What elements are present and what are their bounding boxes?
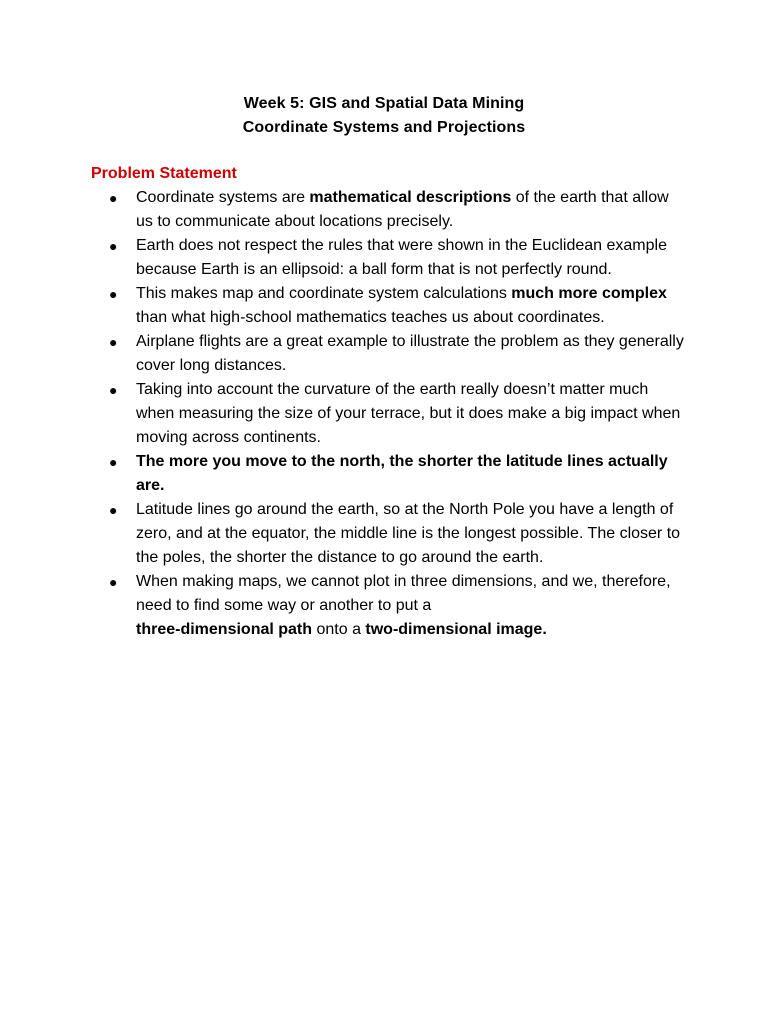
bullet-icon: ● <box>109 502 118 518</box>
bullet-item <box>109 186 689 234</box>
bullet-item <box>109 330 689 378</box>
text-run: Airplane flights are a great example to illustrate the problem as they generally cover long distances. <box>136 333 684 374</box>
bullet-item <box>109 450 689 498</box>
title-line-1: Week 5: GIS and Spatial Data Mining <box>243 95 525 112</box>
bullet-icon: ● <box>109 334 118 350</box>
text-run: When making maps, we cannot plot in three dimensions, and we, therefore, need to find some way or another to put a <box>136 573 671 614</box>
bullet-icon: ● <box>109 382 118 398</box>
section-heading: Problem Statement <box>91 165 237 182</box>
bold-text: mathematical descriptions <box>309 189 512 206</box>
bullet-item <box>109 570 689 642</box>
text-run: Earth does not respect the rules that were shown in the Euclidean example because Earth is an ellipsoid: a ball form that is not perfectly round. <box>136 237 667 278</box>
bold-text: three-dimensional path <box>136 621 313 638</box>
bullet-item <box>109 498 689 570</box>
title-line-2: Coordinate Systems and Projections <box>242 119 526 136</box>
text-run: than what high-school mathematics teaches us about coordinates. <box>136 309 605 326</box>
bullet-icon: ● <box>109 190 118 206</box>
text-run: of the earth that allow us to communicate about locations precisely. <box>136 189 669 230</box>
text-run: Coordinate systems are <box>136 189 310 206</box>
text-run: onto a <box>312 621 366 638</box>
bullet-item <box>109 378 689 450</box>
bold-text: much more complex <box>511 285 667 302</box>
text-run: This makes map and coordinate system calculations <box>136 285 512 302</box>
bullet-icon: ● <box>109 574 118 590</box>
bullet-icon: ● <box>109 286 118 302</box>
text-run: Taking into account the curvature of the earth really doesn’t matter much when measuring the size of your terrace, but it does make a big impact when moving across continents. <box>136 381 681 446</box>
document-title <box>0 92 768 140</box>
bullet-item <box>109 282 689 330</box>
bullet-icon: ● <box>109 238 118 254</box>
bullet-list <box>109 186 689 642</box>
bullet-item <box>109 234 689 282</box>
bold-text: two-dimensional image. <box>365 621 547 638</box>
bold-text: The more you move to the north, the shorter the latitude lines actually are. <box>136 453 668 494</box>
bullet-icon: ● <box>109 454 118 470</box>
text-run: Latitude lines go around the earth, so at the North Pole you have a length of zero, and at the equator, the middle line is the longest possible. The closer to the poles, the shorter the distance to go around the earth. <box>136 501 681 566</box>
